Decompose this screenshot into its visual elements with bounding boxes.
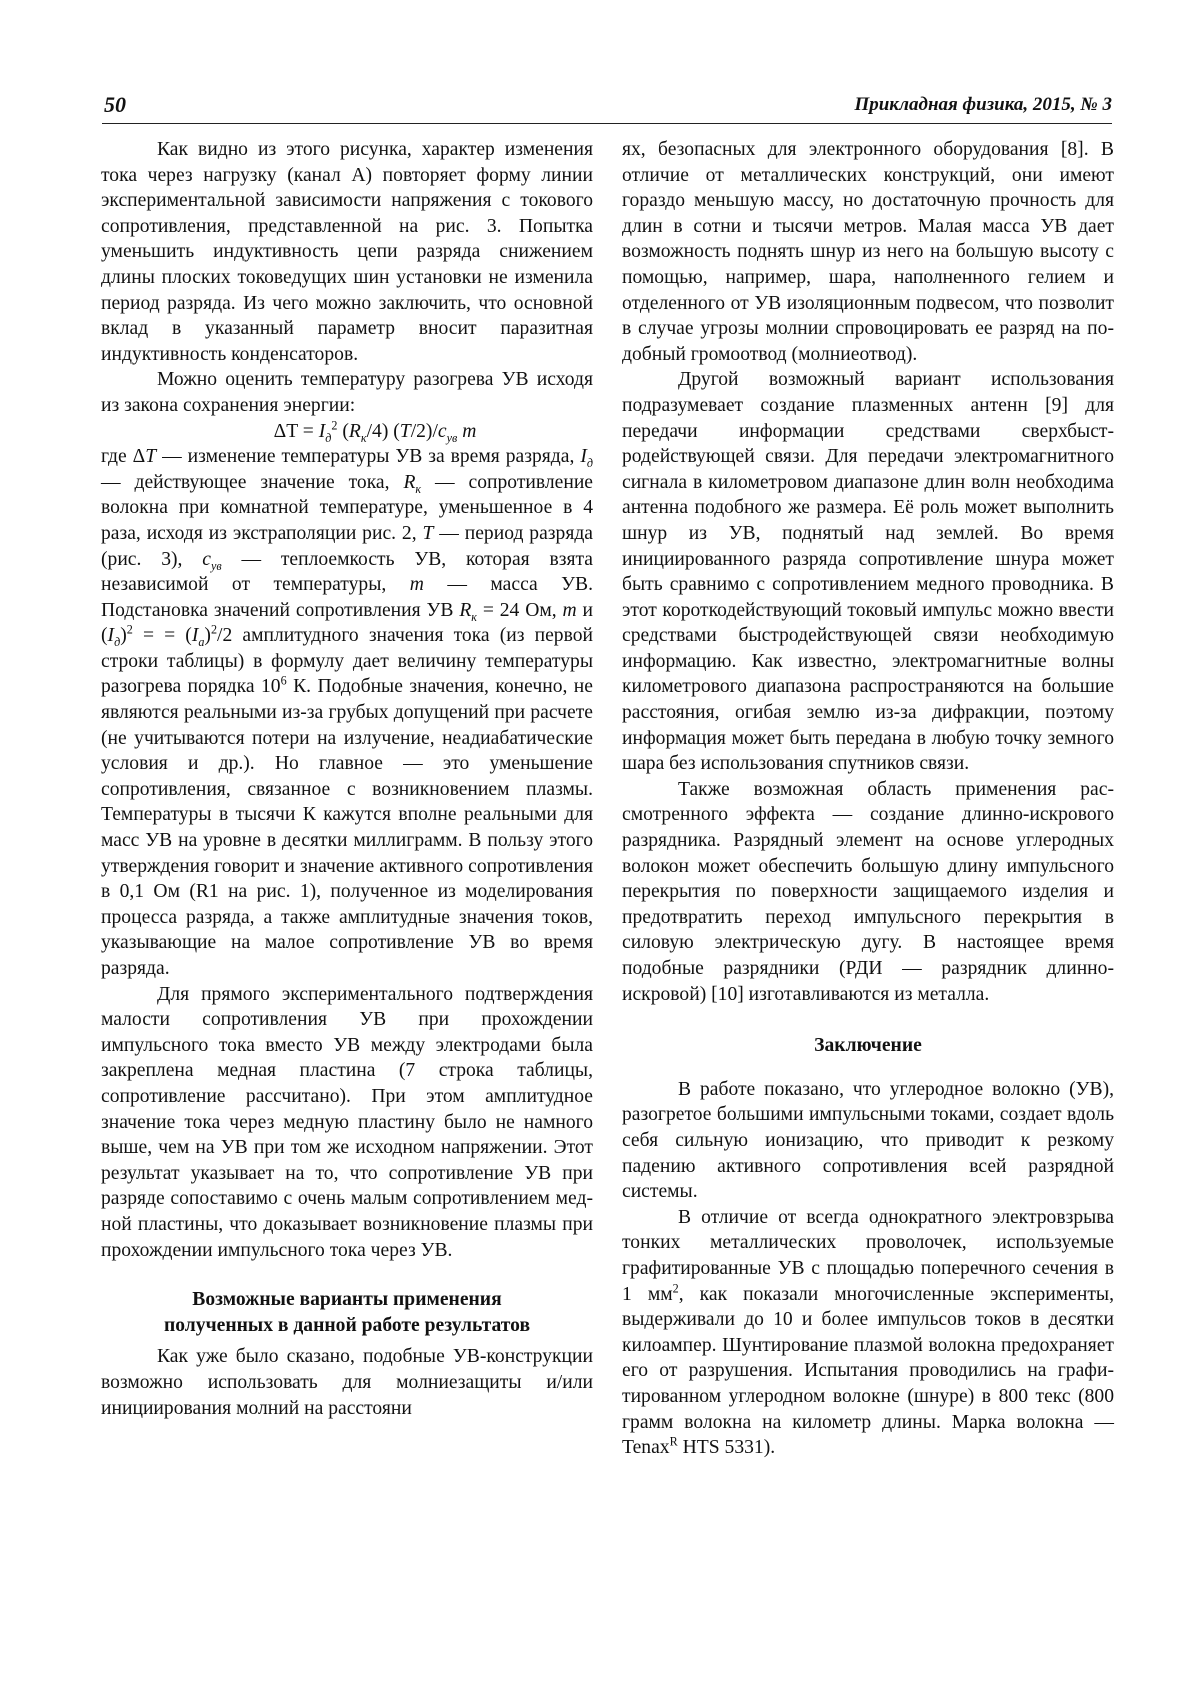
- left-column: [101, 137, 593, 1421]
- paragraph: Как видно из этого рисунка, характер изменения тока через нагрузку (канал А) повторяет форму линии экспериментальной зависимости напряжения с токового сопротивления, представленной на рис. 3. Попытка уменьшить индуктивность цепи разряда снижением длины плоских токоведущих шин установки не изменила период разряда. Из чего можно заключить, что основной вклад в указанный параметр вносит паразитная индуктивность конденсаторов.: [101, 139, 593, 365]
- energy-formula: $\Delta T = I_д^2$ $(R_к/4)$ $(T/2)/c_{ув}$ m: [273, 418, 477, 445]
- paragraph: Можно оценить температуру разогрева УВ исходя из закона сохранения энергии:: [101, 369, 593, 416]
- paragraph: Другой возможный вариант использования подразумевает создание плазменных антенн [9] для передачи информации средствами сверхбыстродействующей связи. Для передачи электромагнитного сигнала в километровом диапазоне длин волн необходима антенна подобного же размера. Её роль может выполнить шнур из УВ, поднятый над землей. Во время инициированного разряда сопротивление шнура может быть сравнимо с сопротивлением медного проводника. В этот короткодействующий токовый импульс можно ввести средствами быстродействующей связи необходимую информацию. Как известно, электромагнитные волны километрового диапазона распространяются на большие расстояния, огибая землю из-за дифракции, поэтому информация может быть передана в любую точку земного шара без использования спутников связи.: [622, 369, 1114, 775]
- section-heading-conclusion: Заключение: [814, 1035, 922, 1057]
- section-heading-applications: Возможные варианты применения полученных в данной работе результатов: [163, 1289, 531, 1336]
- page-number: 50: [104, 92, 126, 117]
- right-column: [622, 137, 1114, 1461]
- paragraph: ях, безопасных для электронного оборудования [8]. В отличие от металлических конструкций, они имеют гораздо меньшую массу, но достаточную прочность для длин в сотни и тысячи метров. Малая масса УВ дает возможность поднять шнур из него на большую высоту с помощью, например, шара, наполненного гелием и отделенного от УВ изоляционным подвесом, что позволит в случае угрозы молнии спровоцировать ее разряд на подобный громоотвод (молниеотвод).: [622, 139, 1114, 365]
- header-rule: [102, 123, 1112, 124]
- paragraph: Для прямого экспериментального подтверждения малости сопротивления УВ при прохождении импульсного тока вместо УВ между электродами была закреплена медная пластина (7 строка таблицы, сопротивление рассчитано). При этом амплитудное значение тока через медную пластину было не намного выше, чем на УВ при том же исходном напряжении. Этот результат указывает на то, что сопротивление УВ при разряде сопоставимо с очень малым сопротивлением медной пластины, что доказывает возникновение плазмы при прохождении импульсного тока через УВ.: [101, 983, 593, 1261]
- journal-title: Прикладная физика, 2015, № 3: [854, 94, 1112, 115]
- paragraph-definitions: где ΔT — изменение температуры УВ за время разряда, $I_д$ — действующее значение тока, $R_к$ — сопротивление волокна при комнатной температуре, уменьшенное в 4 раза, исходя из экстраполяции рис. 2, T — период разряда (рис. 3), $c_{ув}$ — теплоемкость УВ, которая взята независимой от температуры, m — масса УВ. Подстановка значений сопротивления УВ $R_к = 24$ Ом, m и $(I_д)^2$ = = $(I_а)^2/2$ амплитудного значения тока (из первой строки таблицы) в формулу дает величину температуры разогрева порядка $10^6$ К. Подобные значения, конечно, не являются реальными из-за грубых допущений при расчете (не учитываются потери на излучение, неадиабатические условия и др.). Но главное — это уменьшение сопротивления, связанное с возникновением плазмы. Температуры в тысячи К кажутся вполне реальными для масс УВ на уровне в десятки миллиграмм. В пользу этого утверждения говорит и значение активного сопротивления в 0,1 Ом (R1 на рис. 1), полученное из моделирования процесса разряда, а также амплитудные значения токов, указывающие на малое сопротивление УВ во время разряда.: [101, 446, 594, 979]
- paragraph: Как уже было сказано, подобные УВ-конструкции возможно использовать для молниезащиты и/или инициирования молний на расстояни: [101, 1346, 593, 1419]
- paragraph: В работе показано, что углеродное волокно (УВ), разогретое большими импульсными токами, создает вдоль себя сильную ионизацию, что приводит к резкому падению активного сопротивления всей разрядной системы.: [622, 1078, 1114, 1203]
- running-header: [104, 92, 1112, 122]
- paragraph: В отличие от всегда однократного электровзрыва тонких металлических проволочек, используемые графитированные УВ с площадью поперечного сечения в 1 $мм^2$, как показали многочисленные эксперименты, выдерживали до 10 и более импульсов токов в десятки килоампер. Шунтирование плазмой волокна предохраняет его от разрушения. Испытания проводились на графитированном углеродном волокне (шнуре) в 800 текс (800 грамм волокна на километр длины. Марка волокна — Tenax$^R$ HTS 5331).: [622, 1206, 1114, 1459]
- paragraph: Также возможная область применения рассмотренного эффекта — создание длинно-искрового разрядника. Разрядный элемент на основе углеродных волокон может обеспечить большую длину импульсного перекрытия по поверхности защищаемого изделия и предотвратить переход импульсного перекрытия в силовую электрическую дугу. В настоящее время подобные разрядники (РДИ — разрядник длинно-искровой) [10] изготавливаются из металла.: [622, 778, 1114, 1005]
